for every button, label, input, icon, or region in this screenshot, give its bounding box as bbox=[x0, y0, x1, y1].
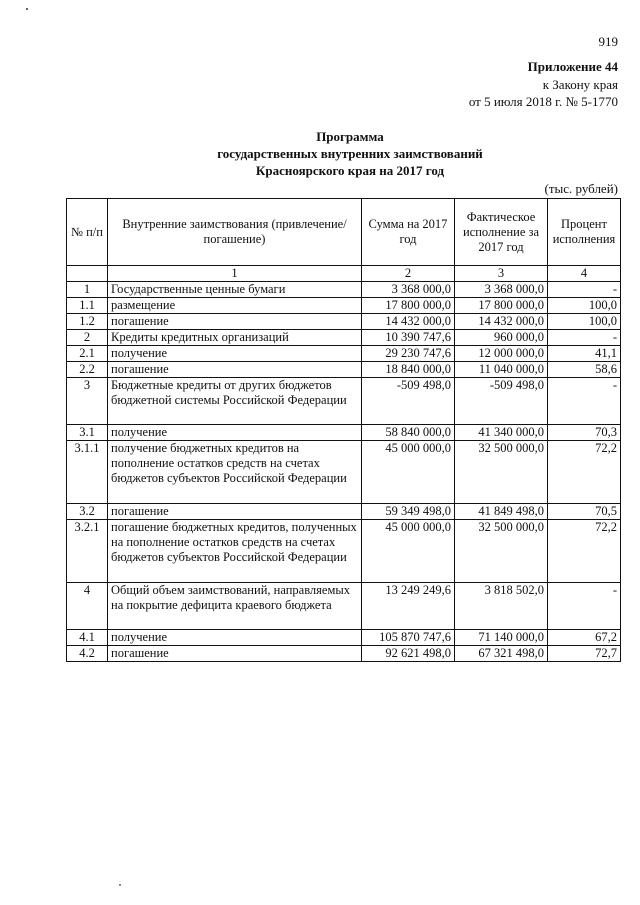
row-percent: 70,5 bbox=[548, 504, 621, 520]
row-num: 3.2 bbox=[67, 504, 108, 520]
row-actual: 11 040 000,0 bbox=[455, 362, 548, 378]
table-row bbox=[67, 646, 621, 662]
document-subtitle-region: Красноярского края на 2017 год bbox=[255, 163, 445, 178]
row-actual: 17 800 000,0 bbox=[455, 298, 548, 314]
table-row bbox=[67, 346, 621, 362]
row-amount: 17 800 000,0 bbox=[362, 298, 455, 314]
table-row bbox=[67, 441, 621, 504]
row-actual: 71 140 000,0 bbox=[455, 630, 548, 646]
header-actual: Фактическое исполнение за 2017 год bbox=[455, 199, 548, 266]
row-percent: - bbox=[548, 282, 621, 298]
row-name: получение бюджетных кредитов на пополнение остатков средств на счетах бюджетов субъектов Российской Федерации bbox=[108, 441, 362, 504]
column-number: 1 bbox=[108, 266, 362, 282]
row-name: погашение bbox=[108, 314, 362, 330]
row-name: Общий объем заимствований, направляемых на покрытие дефицита краевого бюджета bbox=[108, 583, 362, 630]
row-amount: 18 840 000,0 bbox=[362, 362, 455, 378]
row-num: 4 bbox=[67, 583, 108, 630]
row-name: размещение bbox=[108, 298, 362, 314]
row-num: 3.1.1 bbox=[67, 441, 108, 504]
document-subtitle: государственных внутренних заимствований bbox=[217, 146, 483, 161]
row-percent: 100,0 bbox=[548, 314, 621, 330]
row-actual: 3 368 000,0 bbox=[455, 282, 548, 298]
row-name: получение bbox=[108, 346, 362, 362]
row-amount: 59 349 498,0 bbox=[362, 504, 455, 520]
row-amount: 45 000 000,0 bbox=[362, 441, 455, 504]
table-row bbox=[67, 504, 621, 520]
table-row bbox=[67, 362, 621, 378]
row-actual: 41 849 498,0 bbox=[455, 504, 548, 520]
header-num: № п/п bbox=[67, 199, 108, 266]
row-name: Кредиты кредитных организаций bbox=[108, 330, 362, 346]
appendix-law-ref: к Закону края bbox=[542, 77, 618, 92]
row-name: Бюджетные кредиты от других бюджетов бюджетной системы Российской Федерации bbox=[108, 378, 362, 425]
row-amount: 29 230 747,6 bbox=[362, 346, 455, 362]
row-actual: 41 340 000,0 bbox=[455, 425, 548, 441]
row-amount: 10 390 747,6 bbox=[362, 330, 455, 346]
row-actual: -509 498,0 bbox=[455, 378, 548, 425]
header-amount: Сумма на 2017 год bbox=[362, 199, 455, 266]
row-num: 3.1 bbox=[67, 425, 108, 441]
column-number: 4 bbox=[548, 266, 621, 282]
row-amount: 92 621 498,0 bbox=[362, 646, 455, 662]
row-num: 2.1 bbox=[67, 346, 108, 362]
header-percent: Процент исполнения bbox=[548, 199, 621, 266]
appendix-title: Приложение 44 bbox=[527, 59, 618, 74]
row-percent: 100,0 bbox=[548, 298, 621, 314]
row-percent: 72,2 bbox=[548, 520, 621, 583]
row-percent: - bbox=[548, 378, 621, 425]
row-percent: 72,7 bbox=[548, 646, 621, 662]
row-actual: 960 000,0 bbox=[455, 330, 548, 346]
table-row bbox=[67, 520, 621, 583]
row-name: погашение бюджетных кредитов, полученных на пополнение остатков средств на счетах бюджетов субъектов Российской Федерации bbox=[108, 520, 362, 583]
row-num: 2.2 bbox=[67, 362, 108, 378]
row-name: погашение bbox=[108, 362, 362, 378]
row-actual: 32 500 000,0 bbox=[455, 520, 548, 583]
row-percent: 41,1 bbox=[548, 346, 621, 362]
scan-speck bbox=[119, 884, 121, 886]
table-row bbox=[67, 583, 621, 630]
row-name: получение bbox=[108, 630, 362, 646]
appendix-law-date: от 5 июля 2018 г. № 5-1770 bbox=[468, 94, 618, 109]
row-percent: 72,2 bbox=[548, 441, 621, 504]
row-amount: 45 000 000,0 bbox=[362, 520, 455, 583]
page-number: 919 bbox=[598, 34, 618, 49]
row-percent: 58,6 bbox=[548, 362, 621, 378]
row-actual: 67 321 498,0 bbox=[455, 646, 548, 662]
row-num: 1 bbox=[67, 282, 108, 298]
table-header-row bbox=[67, 199, 621, 266]
row-name: получение bbox=[108, 425, 362, 441]
row-amount: 3 368 000,0 bbox=[362, 282, 455, 298]
row-amount: 58 840 000,0 bbox=[362, 425, 455, 441]
row-percent: 70,3 bbox=[548, 425, 621, 441]
row-percent: 67,2 bbox=[548, 630, 621, 646]
column-number-empty bbox=[67, 266, 108, 282]
row-num: 3.2.1 bbox=[67, 520, 108, 583]
row-num: 4.1 bbox=[67, 630, 108, 646]
column-number: 3 bbox=[455, 266, 548, 282]
row-amount: 14 432 000,0 bbox=[362, 314, 455, 330]
borrowing-program-table bbox=[66, 198, 621, 662]
header-name: Внутренние заимствования (привлечение/ погашение) bbox=[108, 199, 362, 266]
table-row bbox=[67, 298, 621, 314]
scan-speck bbox=[26, 8, 28, 10]
column-numbers-row bbox=[67, 266, 621, 282]
row-actual: 12 000 000,0 bbox=[455, 346, 548, 362]
table-row bbox=[67, 330, 621, 346]
row-actual: 14 432 000,0 bbox=[455, 314, 548, 330]
row-actual: 3 818 502,0 bbox=[455, 583, 548, 630]
row-num: 3 bbox=[67, 378, 108, 425]
table-row bbox=[67, 630, 621, 646]
row-num: 2 bbox=[67, 330, 108, 346]
table-row bbox=[67, 282, 621, 298]
row-percent: - bbox=[548, 330, 621, 346]
units-label: (тыс. рублей) bbox=[544, 181, 618, 196]
table-row bbox=[67, 314, 621, 330]
table-row bbox=[67, 425, 621, 441]
row-num: 1.1 bbox=[67, 298, 108, 314]
row-percent: - bbox=[548, 583, 621, 630]
table-row bbox=[67, 378, 621, 425]
row-amount: -509 498,0 bbox=[362, 378, 455, 425]
row-name: погашение bbox=[108, 504, 362, 520]
row-amount: 105 870 747,6 bbox=[362, 630, 455, 646]
column-number: 2 bbox=[362, 266, 455, 282]
row-amount: 13 249 249,6 bbox=[362, 583, 455, 630]
row-num: 1.2 bbox=[67, 314, 108, 330]
row-name: погашение bbox=[108, 646, 362, 662]
document-title: Программа bbox=[316, 129, 384, 144]
row-actual: 32 500 000,0 bbox=[455, 441, 548, 504]
row-num: 4.2 bbox=[67, 646, 108, 662]
row-name: Государственные ценные бумаги bbox=[108, 282, 362, 298]
